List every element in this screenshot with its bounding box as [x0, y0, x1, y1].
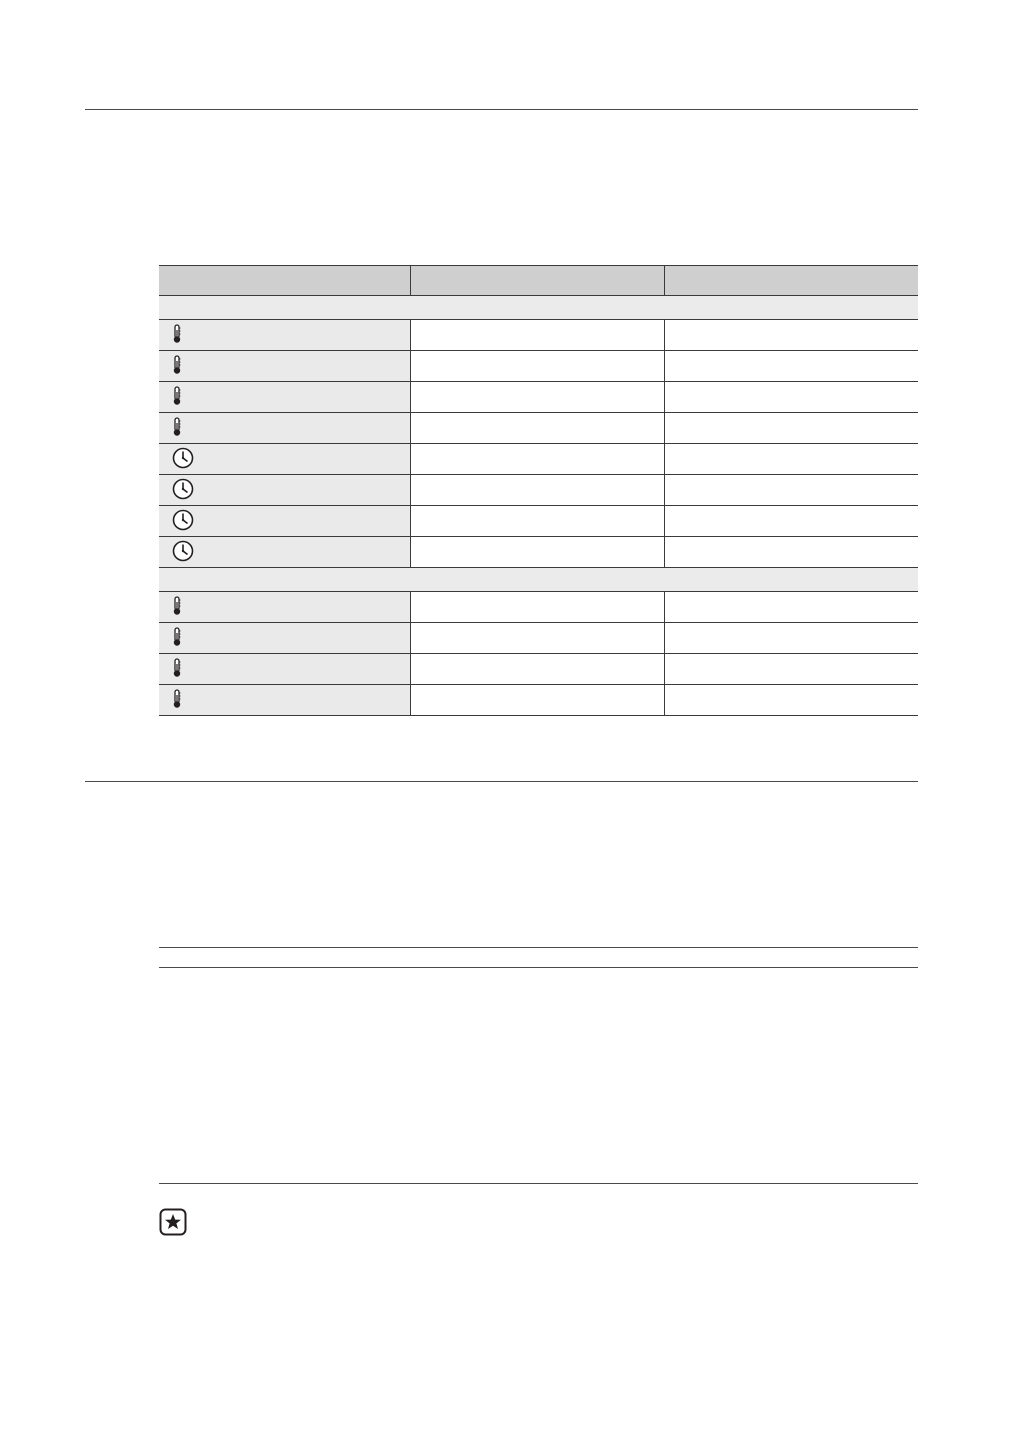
clock-icon	[172, 447, 194, 472]
table-row	[159, 506, 918, 537]
thermometer-icon	[172, 689, 182, 712]
thermometer-icon	[172, 627, 182, 650]
thermometer-icon	[172, 324, 182, 347]
table-row	[159, 654, 918, 685]
table-row	[159, 382, 918, 413]
table-cell	[664, 413, 918, 444]
settings-table	[159, 265, 918, 716]
thermometer-icon	[172, 658, 182, 681]
table-cell	[664, 444, 918, 475]
table-header-row	[159, 266, 918, 296]
table-cell	[410, 685, 664, 716]
table-cell	[664, 506, 918, 537]
table-cell	[410, 351, 664, 382]
group-label	[159, 568, 918, 592]
table-cell	[410, 623, 664, 654]
table-cell	[410, 320, 664, 351]
table-cell	[664, 592, 918, 623]
table-cell	[664, 685, 918, 716]
clock-icon	[172, 478, 194, 503]
table-row	[159, 413, 918, 444]
table-group-row	[159, 568, 918, 592]
star-note-icon	[159, 1208, 187, 1236]
clock-icon	[172, 509, 194, 534]
table-cell	[664, 320, 918, 351]
sub-table-header-rule	[159, 967, 918, 968]
thermometer-icon	[172, 386, 182, 409]
table-cell	[410, 592, 664, 623]
sub-table-bottom-rule	[159, 1183, 918, 1184]
thermometer-icon	[172, 596, 182, 619]
table-cell	[410, 475, 664, 506]
table-cell	[410, 413, 664, 444]
table-cell	[664, 475, 918, 506]
middle-section-rule	[85, 781, 918, 782]
top-section-rule	[85, 109, 918, 110]
table-cell	[664, 654, 918, 685]
clock-icon	[172, 540, 194, 565]
table-row	[159, 320, 918, 351]
thermometer-icon	[172, 355, 182, 378]
group-label	[159, 296, 918, 320]
table-row	[159, 592, 918, 623]
table-cell	[664, 351, 918, 382]
table-cell	[664, 623, 918, 654]
table-row	[159, 351, 918, 382]
thermometer-icon	[172, 417, 182, 440]
header-cell	[159, 266, 410, 296]
header-cell	[664, 266, 918, 296]
table-row	[159, 475, 918, 506]
table-cell	[410, 382, 664, 413]
table-row	[159, 537, 918, 568]
table-cell	[410, 444, 664, 475]
table-row	[159, 685, 918, 716]
table-cell	[410, 537, 664, 568]
table-cell	[410, 654, 664, 685]
table-cell	[410, 506, 664, 537]
table-group-row	[159, 296, 918, 320]
table-row	[159, 444, 918, 475]
header-cell	[410, 266, 664, 296]
table-cell	[664, 537, 918, 568]
sub-table-top-rule	[159, 947, 918, 948]
table-row	[159, 623, 918, 654]
table-cell	[664, 382, 918, 413]
